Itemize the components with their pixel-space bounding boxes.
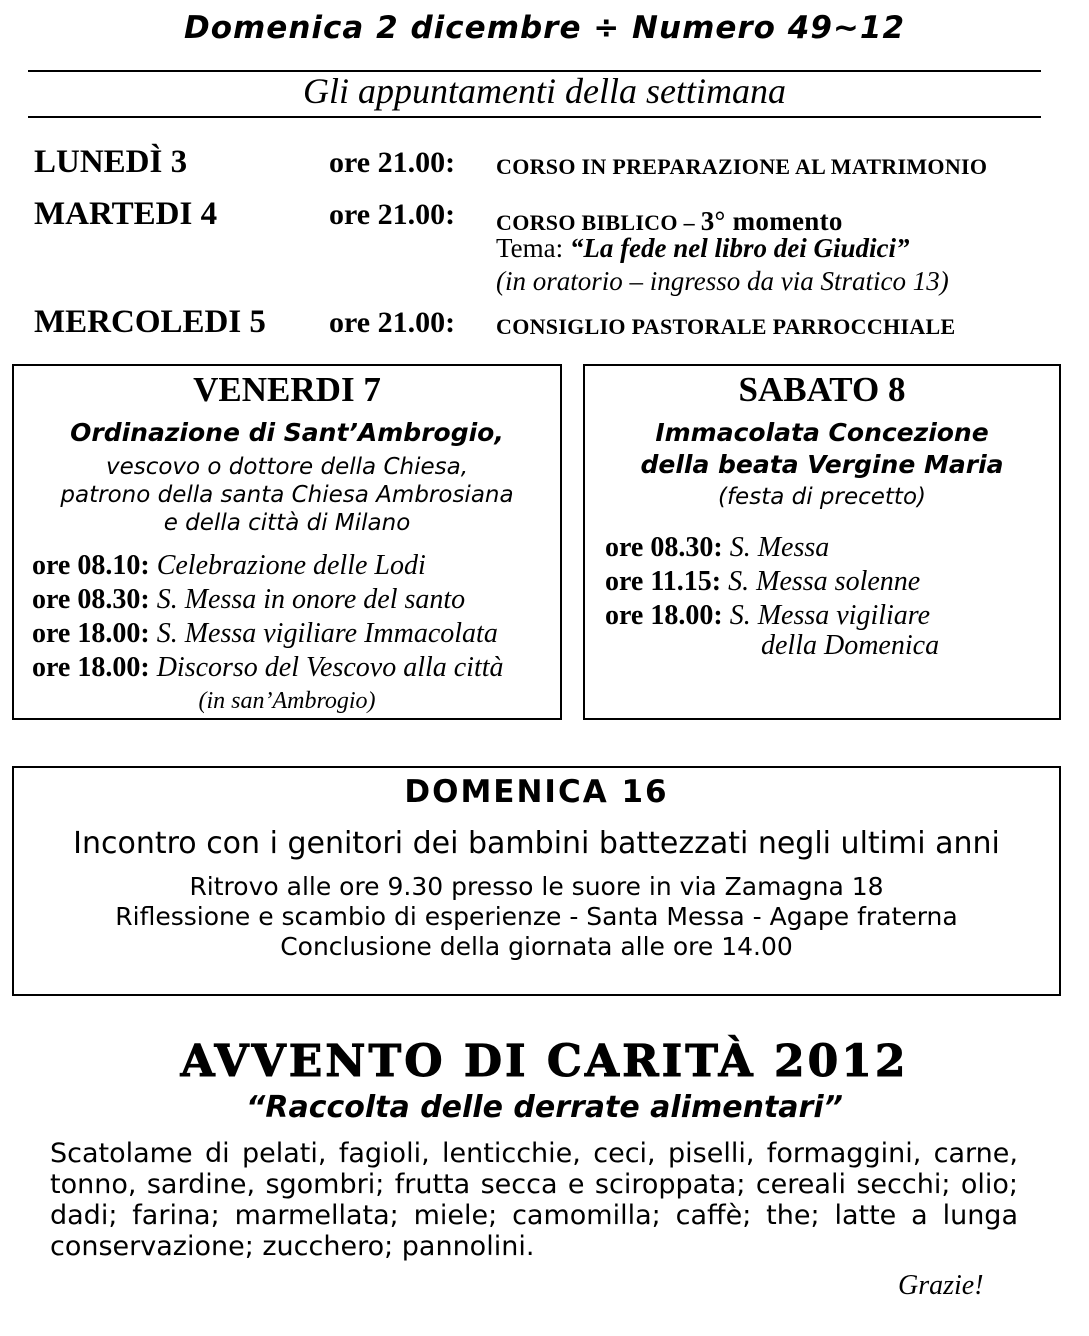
saturday-note: (festa di precetto) bbox=[717, 484, 926, 510]
schedule-day: MERCOLEDI 5 bbox=[34, 304, 266, 340]
schedule-row-wednesday bbox=[34, 304, 1054, 348]
event-text: Celebrazione delle Lodi bbox=[156, 550, 426, 581]
saturday-event bbox=[605, 600, 930, 632]
schedule-description: CORSO IN PREPARAZIONE AL MATRIMONIO bbox=[496, 154, 988, 179]
saturday-title: SABATO 8 bbox=[738, 370, 906, 409]
event-time: ore 18.00: bbox=[605, 600, 723, 631]
friday-event bbox=[32, 550, 426, 582]
friday-line: patrono della santa Chiesa Ambrosiana bbox=[60, 482, 514, 508]
event-time: ore 18.00: bbox=[32, 652, 150, 683]
schedule-description-main: CORSO BIBLICO – bbox=[496, 210, 701, 235]
event-text: Discorso del Vescovo alla città bbox=[156, 652, 504, 683]
event-text: S. Messa vigiliare bbox=[729, 600, 931, 631]
schedule-time: ore 21.00: bbox=[329, 306, 456, 339]
sunday-16-line: Riflessione e scambio di esperienze - Santa Messa - Agape fraterna bbox=[115, 902, 958, 931]
event-text: della Domenica bbox=[761, 630, 940, 661]
event-text: S. Messa solenne bbox=[728, 566, 921, 597]
schedule-location-note: (in oratorio – ingresso da via Stratico 13) bbox=[496, 266, 949, 296]
friday-box bbox=[12, 364, 562, 720]
friday-event bbox=[32, 618, 498, 650]
friday-note: (in san’Ambrogio) bbox=[198, 688, 376, 714]
schedule-theme bbox=[496, 233, 910, 264]
event-time: ore 18.00: bbox=[32, 618, 150, 649]
saturday-subtitle: della beata Vergine Maria bbox=[640, 450, 1004, 479]
event-time: ore 08.10: bbox=[32, 550, 150, 581]
thanks-text: Grazie! bbox=[898, 1270, 984, 1301]
bulletin-date-title: Domenica 2 dicembre ÷ Numero 49~12 bbox=[183, 10, 906, 46]
sunday-16-box bbox=[12, 766, 1061, 996]
saturday-event-continuation bbox=[761, 630, 939, 662]
friday-subtitle: Ordinazione di Sant’Ambrogio, bbox=[70, 418, 504, 447]
subtitle-rule bbox=[28, 116, 1041, 118]
sunday-16-line: Conclusione della giornata alle ore 14.00 bbox=[280, 932, 793, 961]
theme-title: “La fede nel libro dei Giudici” bbox=[569, 233, 910, 263]
event-text: S. Messa in onore del santo bbox=[156, 584, 466, 615]
saturday-subtitle: Immacolata Concezione bbox=[655, 418, 989, 447]
theme-prefix: Tema: bbox=[496, 233, 570, 263]
event-text: S. Messa bbox=[729, 532, 830, 563]
friday-event bbox=[32, 652, 504, 684]
schedule-day: LUNEDÌ 3 bbox=[34, 144, 188, 180]
advent-items-text: Scatolame di pelati, fagioli, lenticchie, ceci, piselli, formaggini, carne, tonno, sardine, sgombri; frutta secca e sciroppata; cereali secchi; olio; dadi; farina; marmellata; miele; camomilla; caffè; the; latte a lunga conservazione; zucchero; pannolini. bbox=[50, 1138, 1018, 1262]
friday-line: e della città di Milano bbox=[163, 510, 411, 536]
schedule-time: ore 21.00: bbox=[329, 198, 456, 231]
saturday-event bbox=[605, 532, 829, 564]
friday-line: vescovo o dottore della Chiesa, bbox=[105, 454, 469, 480]
event-text: S. Messa vigiliare Immacolata bbox=[156, 618, 498, 649]
advent-charity-title: AVVENTO DI CARITÀ 2012 bbox=[180, 1036, 909, 1087]
advent-charity-subtitle: “Raccolta delle derrate alimentari” bbox=[246, 1090, 843, 1125]
saturday-event bbox=[605, 566, 920, 598]
sunday-16-headline: Incontro con i genitori dei bambini battezzati negli ultimi anni bbox=[73, 826, 1000, 861]
sunday-16-title: DOMENICA 16 bbox=[404, 774, 669, 810]
schedule-description-extra: 3° momento bbox=[700, 206, 843, 236]
schedule-description: CONSIGLIO PASTORALE PARROCCHIALE bbox=[496, 314, 956, 339]
schedule-row-monday bbox=[34, 144, 1054, 188]
friday-event bbox=[32, 584, 465, 616]
saturday-box bbox=[583, 364, 1061, 720]
friday-title: VENERDI 7 bbox=[193, 370, 381, 409]
event-time: ore 11.15: bbox=[605, 566, 722, 597]
sunday-16-line: Ritrovo alle ore 9.30 presso le suore in via Zamagna 18 bbox=[189, 872, 884, 901]
event-time: ore 08.30: bbox=[605, 532, 723, 563]
weekly-appointments-heading: Gli appuntamenti della settimana bbox=[303, 71, 786, 111]
schedule-day: MARTEDI 4 bbox=[34, 196, 218, 232]
event-time: ore 08.30: bbox=[32, 584, 150, 615]
schedule-time: ore 21.00: bbox=[329, 146, 456, 179]
